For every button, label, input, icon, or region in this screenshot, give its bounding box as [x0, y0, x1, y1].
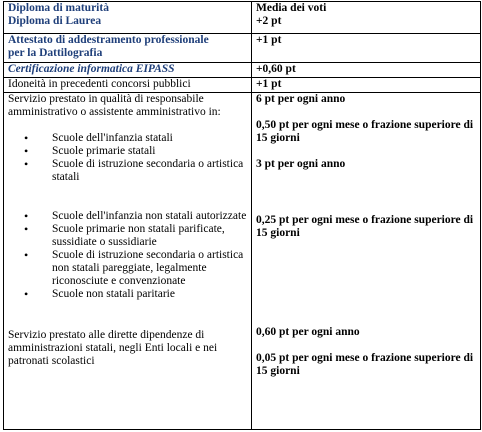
table-row: [4, 2, 481, 34]
list-item: • Scuole primarie non statali parificate, sussidiate o sussidiarie: [52, 223, 247, 249]
score-cell: [252, 34, 481, 63]
scores-table: [3, 1, 481, 430]
table-row: [4, 34, 481, 63]
attestato-label-line2: per la Dattilografia: [8, 47, 103, 59]
score-value: 3 pt per ogni anno: [256, 158, 346, 170]
qualification-cell: [4, 78, 252, 93]
list-item: • Scuole dell'infanzia non statali autorizzate: [52, 210, 247, 223]
score-value: +1 pt: [256, 78, 282, 90]
score-value: +2 pt: [256, 15, 282, 27]
diploma-maturita-label: Diploma di maturità: [8, 2, 109, 14]
score-value: +0,60 pt: [256, 63, 296, 75]
score-cell: [252, 63, 481, 78]
qualification-cell: [4, 63, 252, 78]
score-value: 0,05 pt per ogni mese o frazione superiore di 15 giorni: [256, 352, 474, 377]
qualification-cell: [4, 2, 252, 34]
diploma-laurea-label: Diploma di Laurea: [8, 15, 102, 27]
idoneita-label: Idoneità in precedenti concorsi pubblici: [8, 78, 191, 90]
table-row: [4, 93, 481, 430]
non-state-schools-list: [8, 210, 247, 301]
list-item: • Scuole di istruzione secondaria o artistica non statali pareggiate, legalmente riconosciute e convenzionate: [52, 249, 247, 288]
score-cell: [252, 78, 481, 93]
state-schools-list: [8, 132, 247, 184]
table-row: [4, 63, 481, 78]
direct-service-text: Servizio prestato alle dirette dipendenze di amministrazioni statali, negli Enti locali e nei patronati scolastici: [8, 329, 218, 367]
service-intro: Servizio prestato in qualità di responsabile amministrativo o assistente amministrativo in:: [8, 93, 221, 118]
media-voti-label: Media dei voti: [256, 2, 327, 14]
table-row: [4, 78, 481, 93]
score-value: 6 pt per ogni anno: [256, 93, 346, 105]
qualification-cell: [4, 34, 252, 63]
list-item: • Scuole non statali paritarie: [52, 288, 247, 301]
service-score-cell: [252, 93, 481, 430]
score-value: 0,60 pt per ogni anno: [256, 326, 360, 338]
score-value: 0,50 pt per ogni mese o frazione superiore di 15 giorni: [256, 119, 474, 144]
score-value: +1 pt: [256, 34, 282, 46]
attestato-label-line1: Attestato di addestramento professionale: [8, 34, 209, 46]
service-cell: [4, 93, 252, 430]
score-cell: [252, 2, 481, 34]
list-item: • Scuole dell'infanzia statali: [52, 132, 247, 145]
score-value: 0,25 pt per ogni mese o frazione superiore di 15 giorni: [256, 214, 474, 239]
eipass-label: Certificazione informatica EIPASS: [8, 63, 175, 75]
list-item: • Scuole primarie statali: [52, 145, 247, 158]
list-item: • Scuole di istruzione secondaria o artistica statali: [52, 158, 247, 184]
